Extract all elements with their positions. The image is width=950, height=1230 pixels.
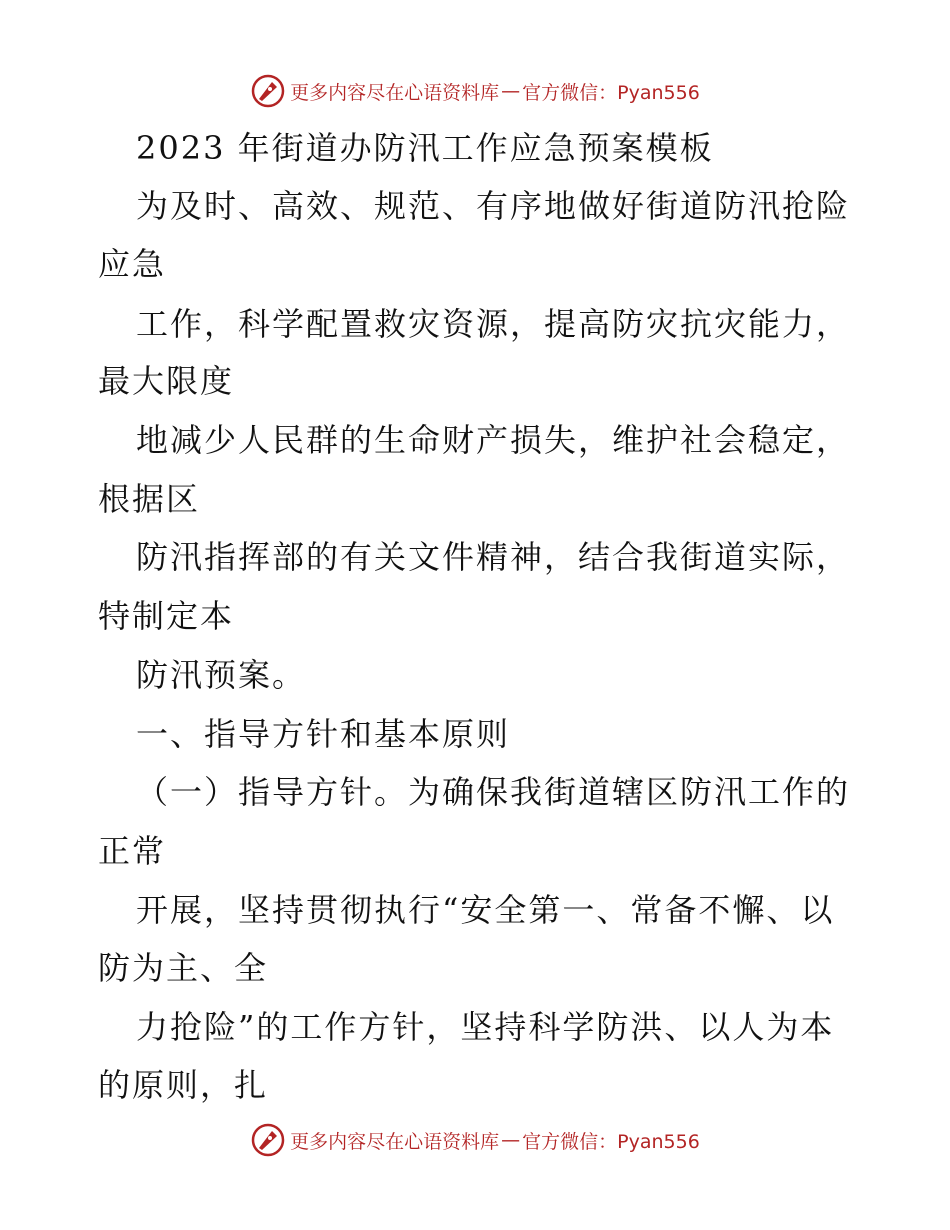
text-line: 防汛指挥部的有关文件精神，结合我街道实际，	[136, 538, 851, 576]
header-watermark-banner	[0, 71, 950, 111]
banner-wechat-text: 官方微信：Pyan556	[522, 81, 700, 104]
banner-main-text: 更多内容尽在心语资料库	[290, 1130, 500, 1153]
banner-wechat-text: 官方微信：Pyan556	[522, 1130, 700, 1153]
banner-main-text: 更多内容尽在心语资料库	[290, 81, 500, 104]
pen-nib-logo-icon	[250, 73, 286, 109]
document-title: 2023 年街道办防汛工作应急预案模板	[136, 129, 714, 167]
banner-separator: —	[501, 1129, 521, 1151]
text-line: 为及时、高效、规范、有序地做好街道防汛抢险	[136, 187, 851, 225]
text-line: 地减少人民群的生命财产损失，维护社会稳定，	[136, 421, 851, 459]
banner-separator: —	[501, 80, 521, 102]
text-line: 最大限度	[98, 362, 235, 400]
text-line: 防为主、全	[98, 949, 269, 987]
text-line: 特制定本	[98, 597, 235, 635]
text-line: 开展，坚持贯彻执行“安全第一、常备不懈、以	[136, 891, 835, 929]
text-line: 应急	[98, 245, 167, 283]
text-line: 根据区	[98, 480, 201, 518]
footer-watermark-banner	[0, 1120, 950, 1160]
text-line: 的原则，扎	[98, 1066, 269, 1104]
text-line: 防汛预案。	[136, 656, 307, 694]
pen-nib-logo-icon	[250, 1122, 286, 1158]
text-line: 工作，科学配置救灾资源，提高防灾抗灾能力，	[136, 305, 851, 343]
section-heading: 一、指导方针和基本原则	[136, 715, 511, 753]
text-line: （一）指导方针。为确保我街道辖区防汛工作的	[136, 773, 851, 811]
text-line: 正常	[98, 832, 167, 870]
text-line: 力抢险”的工作方针，坚持科学防洪、以人为本	[136, 1008, 835, 1046]
